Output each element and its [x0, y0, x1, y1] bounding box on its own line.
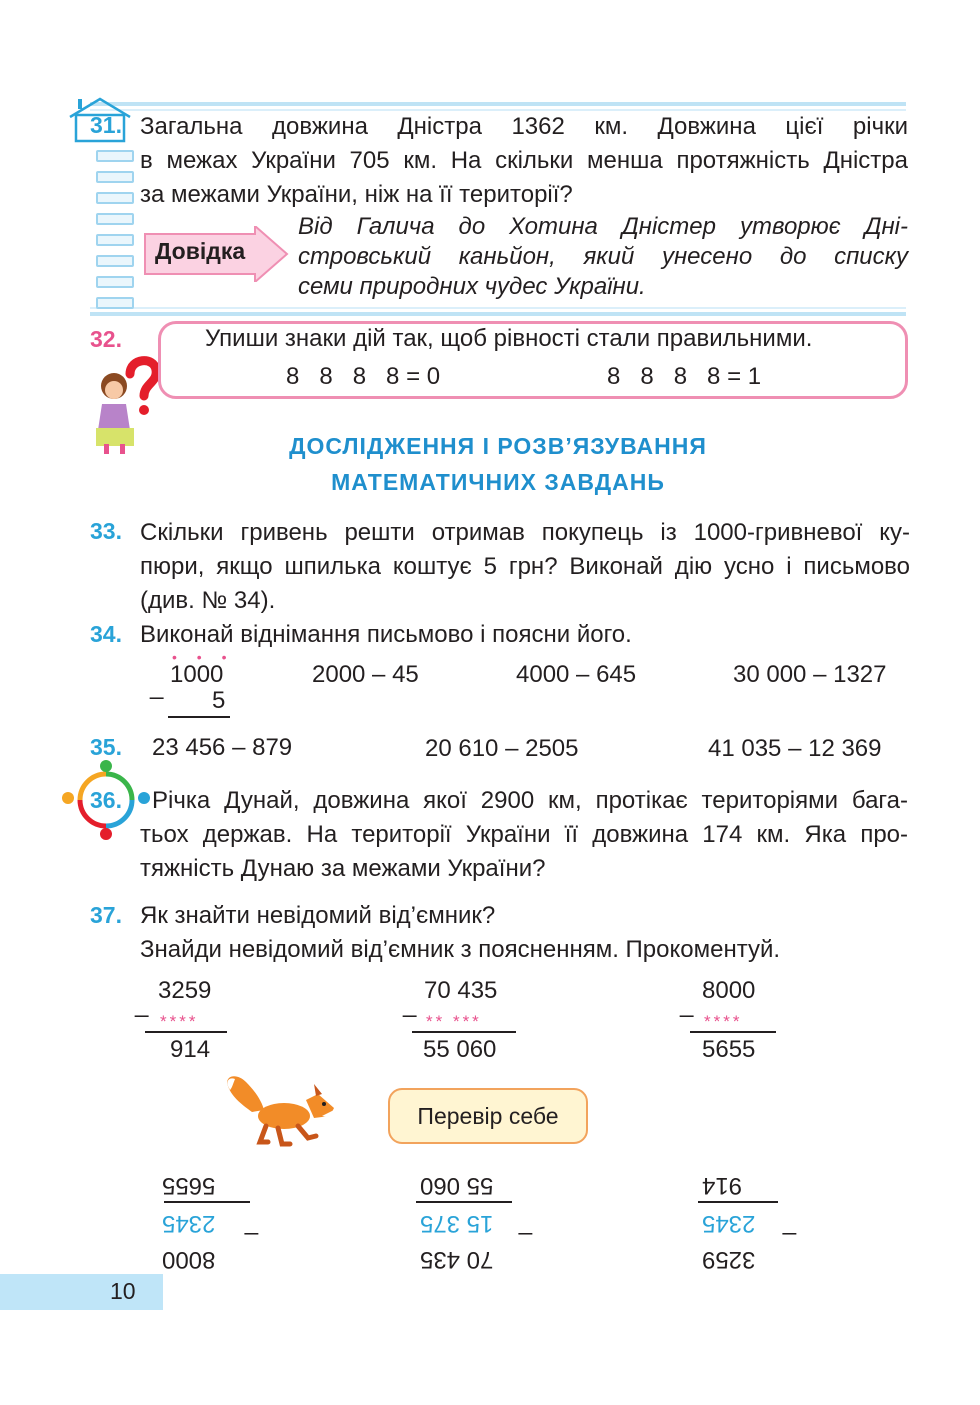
task-33-number: 33. — [90, 518, 122, 544]
answer-1-upside-down — [140, 1164, 258, 1276]
task-31-number: 31. — [90, 112, 122, 138]
column-3-result: 5655 — [702, 1036, 756, 1063]
task-33-line-1: Скільки гривень решти отримав покупець із 1000-гривневої ку- — [140, 519, 910, 546]
answer-1-top: 8000 — [162, 1246, 216, 1273]
column-1-result: 914 — [170, 1036, 211, 1063]
task-33-line-3: (див. № 34). — [140, 587, 276, 614]
task-34-text: Виконай віднімання письмово і поясни його. — [140, 621, 632, 648]
answer-2-upside-down — [404, 1164, 532, 1276]
column-3-stars: **** — [704, 1012, 743, 1031]
answer-2-minus: _ — [518, 1232, 532, 1259]
task-37-number: 37. — [90, 902, 122, 928]
answer-1-subtrahend: 2345 — [162, 1210, 216, 1237]
check-yourself-button[interactable]: Перевір себе — [388, 1088, 588, 1144]
column-line — [168, 716, 230, 718]
answer-3-upside-down — [690, 1164, 796, 1276]
column-bottom-number: 5 — [212, 687, 226, 714]
task-35-expression-3: 41 035 – 12 369 — [708, 735, 882, 762]
task-33-line-2: пюри, якщо шпилька коштує 5 грн? Виконай дію усно і письмово — [140, 553, 910, 580]
column-top-number: 1000 — [170, 661, 224, 688]
answer-2-subtrahend: 15 375 — [420, 1210, 494, 1237]
task-35-number: 35. — [90, 734, 122, 760]
task-36-line-3: тяжність Дунаю за межами України? — [140, 855, 546, 882]
task-36-line-2: тьох держав. На території України її довжина 174 км. Яка про- — [140, 821, 908, 848]
answer-1-minus: _ — [244, 1232, 258, 1259]
page-number-tab — [0, 1274, 163, 1310]
fox-illustration — [222, 1072, 346, 1148]
column-1-minus: _ — [135, 991, 149, 1018]
task-32-equation-1: 8 8 8 8 = 0 — [286, 363, 441, 390]
ladder-decoration — [96, 150, 134, 300]
section-heading-line-2: МАТЕМАТИЧНИХ ЗАВДАНЬ — [331, 469, 665, 495]
reference-line-1: Від Галича до Хотина Дністер утворює Дні- — [298, 213, 908, 240]
task-35-expression-1: 23 456 – 879 — [152, 734, 293, 761]
answer-2-top: 70 435 — [420, 1246, 494, 1273]
task-35-expression-2: 20 610 – 2505 — [425, 735, 579, 762]
answer-3-result: 914 — [702, 1172, 743, 1199]
answer-3-top: 3259 — [702, 1246, 756, 1273]
column-1-stars: **** — [160, 1012, 199, 1031]
column-2-stars: ** *** — [426, 1012, 482, 1031]
answer-3-minus: _ — [782, 1232, 796, 1259]
task-34-number: 34. — [90, 621, 122, 647]
column-minus-sign: _ — [150, 673, 164, 700]
task-32-equation-2: 8 8 8 8 = 1 — [607, 363, 762, 390]
task-36-number: 36. — [90, 787, 122, 813]
reference-line-3: семи природних чудес України. — [298, 273, 646, 300]
column-3-minus: _ — [680, 991, 694, 1018]
answer-2-result: 55 060 — [420, 1172, 494, 1199]
task-32-instruction: Упиши знаки дій так, щоб рівності стали правильними. — [205, 325, 813, 352]
page-number: 10 — [110, 1278, 136, 1304]
reference-label: Довідка — [155, 238, 246, 264]
column-1-top: 3259 — [158, 977, 212, 1004]
task-36-line-1: Річка Дунай, довжина якої 2900 км, протікає територіями бага- — [152, 787, 908, 814]
task-31-line-1: Загальна довжина Дністра 1362 км. Довжина цієї річки — [140, 113, 908, 140]
borrow-dots: • • • — [172, 649, 235, 665]
task-34-expression-3: 30 000 – 1327 — [733, 661, 887, 688]
answer-1-result: 5655 — [162, 1172, 216, 1199]
reference-line-2: стровський каньйон, який унесено до списку — [298, 243, 908, 270]
task-37-line-1: Як знайти невідомий від’ємник? — [140, 902, 496, 929]
task-32-number: 32. — [90, 326, 122, 352]
column-2-minus: _ — [403, 991, 417, 1018]
task-37-line-2: Знайди невідомий від’ємник з поясненням. Прокоментуй. — [140, 936, 781, 963]
column-2-result: 55 060 — [423, 1036, 497, 1063]
task-31-line-2: в межах України 705 км. На скільки менша протяжність Дністра — [140, 147, 908, 174]
task-31-line-3: за межами України, ніж на її території? — [140, 181, 573, 208]
column-3-top: 8000 — [702, 977, 756, 1004]
answer-3-subtrahend: 2345 — [702, 1210, 756, 1237]
task-34-expression-2: 4000 – 645 — [516, 661, 637, 688]
column-2-top: 70 435 — [424, 977, 498, 1004]
section-heading-line-1: ДОСЛІДЖЕННЯ І РОЗВ’ЯЗУВАННЯ — [289, 433, 707, 459]
task-34-expression-1: 2000 – 45 — [312, 661, 419, 688]
